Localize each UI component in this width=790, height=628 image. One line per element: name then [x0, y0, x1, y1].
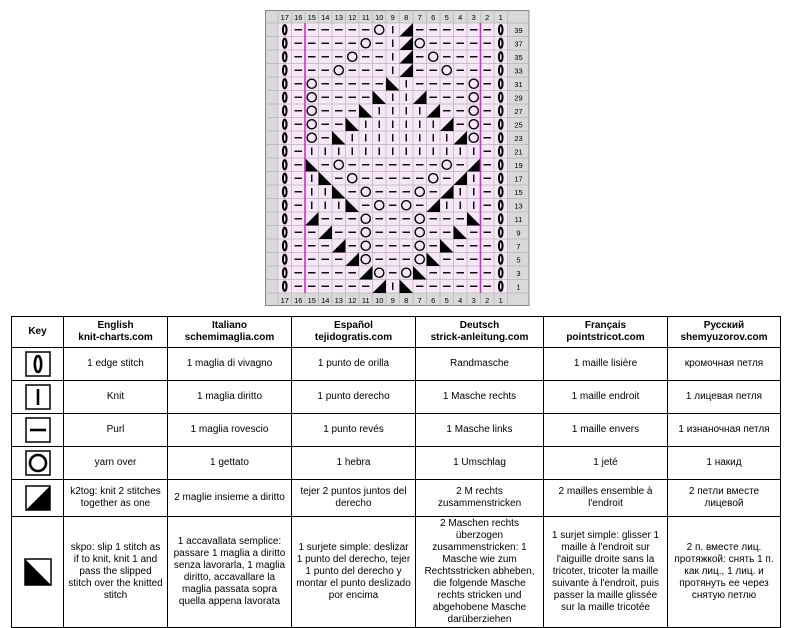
legend-cell-russian: кромочная петля [668, 348, 781, 381]
column-number-bottom: 8 [404, 296, 409, 305]
column-number-top: 1 [498, 13, 503, 22]
legend-cell-espanol: 1 surjete simple: deslizar 1 punto del derecho, tejer 1 punto del derecho y montar el punto deslizado por encima [292, 517, 416, 628]
legend-cell-english: Purl [64, 414, 168, 447]
column-number-top: 12 [348, 13, 357, 22]
legend-cell-deutsch: 2 Maschen rechts überzogen zusammenstricken: 1 Masche wie zum Rechtsstricken abheben, die folgende Masche rechts stricken und abgehobene Masche darüberziehen [416, 517, 544, 628]
knitting-chart [265, 10, 544, 310]
column-number-top: 15 [307, 13, 316, 22]
column-number-bottom: 16 [294, 296, 303, 305]
column-number-top: 17 [280, 13, 289, 22]
column-number-bottom: 4 [458, 296, 463, 305]
legend-row-yarn-over [12, 447, 781, 480]
legend-row-knit [12, 381, 781, 414]
column-number-top: 4 [458, 13, 463, 22]
legend-header-espanol: Español tejidogratis.com [292, 317, 416, 348]
legend-cell-russian: 2 п. вместе лиц. протяжкой: снять 1 п. как лиц., 1 лиц. и протянуть ее через снятую петлю [668, 517, 781, 628]
column-number-top: 3 [471, 13, 476, 22]
legend-cell-francais: 1 maille endroit [544, 381, 668, 414]
column-number-top: 13 [334, 13, 343, 22]
legend-cell-english: 1 edge stitch [64, 348, 168, 381]
column-number-bottom: 14 [321, 296, 330, 305]
legend-header-italiano: Italiano schemimaglia.com [168, 317, 292, 348]
row-number: 7 [516, 241, 521, 251]
legend-key-cell [12, 480, 64, 517]
row-number: 15 [514, 187, 523, 197]
legend-header-francais: Français pointstricot.com [544, 317, 668, 348]
legend-cell-italiano: 1 maglia rovescio [168, 414, 292, 447]
legend-cell-italiano: 1 gettato [168, 447, 292, 480]
row-number: 31 [514, 79, 523, 89]
row-number: 29 [514, 93, 523, 103]
column-number-bottom: 11 [361, 296, 370, 305]
legend-cell-francais: 1 maille lisière [544, 348, 668, 381]
skpo-icon [24, 558, 52, 586]
column-number-bottom: 17 [280, 296, 289, 305]
row-number: 21 [514, 147, 523, 157]
legend-header-key: Key [12, 317, 64, 348]
legend-header-row [12, 317, 781, 348]
row-number: 13 [514, 201, 523, 211]
knit-icon [25, 384, 51, 410]
row-number: 1 [516, 282, 521, 292]
column-number-top: 2 [485, 13, 490, 22]
edge-stitch-icon [25, 351, 51, 377]
legend-cell-espanol: 1 hebra [292, 447, 416, 480]
column-number-bottom: 3 [471, 296, 476, 305]
row-number: 19 [514, 160, 523, 170]
column-number-top: 5 [444, 13, 449, 22]
legend-cell-english: k2tog: knit 2 stitches together as one [64, 480, 168, 517]
legend-cell-russian: 1 изнаночная петля [668, 414, 781, 447]
column-number-bottom: 6 [431, 296, 436, 305]
column-number-bottom: 7 [417, 296, 422, 305]
column-number-bottom: 15 [307, 296, 316, 305]
legend-cell-italiano: 1 maglia diritto [168, 381, 292, 414]
legend-cell-espanol: tejer 2 puntos juntos del derecho [292, 480, 416, 517]
legend-cell-espanol: 1 punto de orilla [292, 348, 416, 381]
legend-cell-russian: 1 лицевая петля [668, 381, 781, 414]
row-number: 25 [514, 120, 523, 130]
row-number: 33 [514, 66, 523, 76]
legend-cell-deutsch: 2 M rechts zusammenstricken [416, 480, 544, 517]
legend-cell-italiano: 1 maglia di vivagno [168, 348, 292, 381]
legend-cell-russian: 1 накид [668, 447, 781, 480]
column-number-top: 9 [390, 13, 395, 22]
column-number-bottom: 9 [390, 296, 395, 305]
legend-row-purl [12, 414, 781, 447]
row-number: 17 [514, 174, 523, 184]
column-number-bottom: 10 [375, 296, 384, 305]
legend-table [11, 316, 781, 628]
row-number: 11 [514, 214, 523, 224]
column-number-top: 16 [294, 13, 303, 22]
legend-cell-italiano: 1 accavallata semplice: passare 1 maglia a diritto senza lavorarla, 1 maglia diritto, accavallare la maglia passata sopra quella appena lavorata [168, 517, 292, 628]
column-number-bottom: 13 [334, 296, 343, 305]
knitting-chart-grid [265, 10, 530, 306]
legend-cell-russian: 2 петли вместе лицевой [668, 480, 781, 517]
yarn-over-icon [25, 450, 51, 476]
k2tog-icon [25, 485, 51, 511]
legend-cell-deutsch: 1 Masche rechts [416, 381, 544, 414]
legend-row-skpo [12, 517, 781, 628]
column-number-bottom: 12 [348, 296, 357, 305]
column-number-top: 7 [417, 13, 422, 22]
legend-key-cell [12, 414, 64, 447]
legend-cell-francais: 1 surjet simple: glisser 1 maille à l'endroit sur l'aiguille droite sans la tricoter, tricoter la maille suivante à l'endroit, puis passer la maille glissée sur la maille tricotée [544, 517, 668, 628]
column-number-top: 10 [375, 13, 384, 22]
row-number: 27 [514, 106, 523, 116]
legend-cell-francais: 1 maille envers [544, 414, 668, 447]
legend-cell-francais: 1 jeté [544, 447, 668, 480]
legend-header-russian: Русский shemyuzorov.com [668, 317, 781, 348]
legend-cell-deutsch: Randmasche [416, 348, 544, 381]
legend-key-cell [12, 381, 64, 414]
legend-row-k2tog [12, 480, 781, 517]
row-number: 23 [514, 133, 523, 143]
legend-header-english: English knit-charts.com [64, 317, 168, 348]
legend-key-cell [12, 348, 64, 381]
legend-key-cell [12, 447, 64, 480]
legend-row-edge-stitch [12, 348, 781, 381]
column-number-bottom: 5 [444, 296, 449, 305]
column-number-bottom: 2 [485, 296, 490, 305]
legend-cell-espanol: 1 punto revés [292, 414, 416, 447]
column-number-top: 6 [431, 13, 436, 22]
legend-cell-english: skpo: slip 1 stitch as if to knit, knit 1 and pass the slipped stitch over the knitted stitch [64, 517, 168, 628]
column-number-top: 14 [321, 13, 330, 22]
legend-cell-italiano: 2 maglie insieme a diritto [168, 480, 292, 517]
row-number: 3 [516, 268, 521, 278]
row-number: 37 [514, 39, 523, 49]
legend-cell-deutsch: 1 Umschlag [416, 447, 544, 480]
legend-cell-francais: 2 mailles ensemble à l'endroit [544, 480, 668, 517]
legend-cell-deutsch: 1 Masche links [416, 414, 544, 447]
row-number: 35 [514, 52, 523, 62]
row-number: 5 [516, 255, 521, 265]
legend-cell-english: Knit [64, 381, 168, 414]
column-number-bottom: 1 [498, 296, 503, 305]
legend-cell-english: yarn over [64, 447, 168, 480]
legend-key-cell [12, 517, 64, 628]
legend-cell-espanol: 1 punto derecho [292, 381, 416, 414]
row-number: 39 [514, 25, 523, 35]
legend-header-deutsch: Deutsch strick-anleitung.com [416, 317, 544, 348]
column-number-top: 11 [361, 13, 370, 22]
row-number: 9 [516, 228, 521, 238]
purl-icon [25, 417, 51, 443]
column-number-top: 8 [404, 13, 409, 22]
